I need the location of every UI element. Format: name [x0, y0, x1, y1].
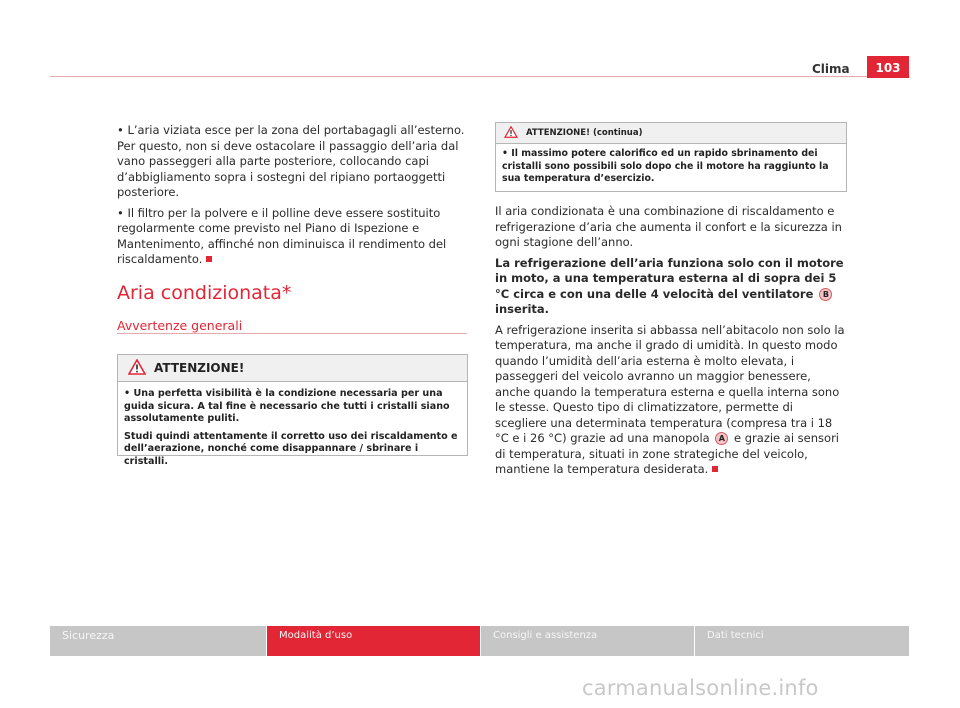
left-column [117, 123, 467, 273]
warning-paragraph: • Il massimo potere calorifico ed un rapido sbrinamento dei cristalli sono possibili solo dopo che il motore ha raggiunto la sua temperatura d’esercizio. [502, 148, 829, 184]
warning-box-continued [495, 122, 847, 192]
warning-box [117, 354, 468, 467]
section-title: Aria condizionata* [117, 282, 292, 304]
header-rule [50, 76, 910, 77]
page-title: Clima [812, 62, 850, 76]
watermark: carmanualsonline.info [582, 676, 819, 700]
paragraph-bold: La refrigerazione dell’aria funziona solo con il motore in moto, a una temperatura esterna al di sopra dei 5 °C circa e con una delle 4 velocità del ventilatore B inserita. [495, 255, 844, 316]
footer-tab-consigli[interactable]: Consigli e assistenza [481, 626, 694, 656]
paragraph: Il aria condizionata è una combinazione di riscaldamento e refrigerazione d’aria che aumenta il confort e la sicurezza in ogni stagione dell’anno. [495, 204, 842, 249]
end-marker-icon [712, 466, 718, 472]
section-subtitle: Avvertenze generali [117, 318, 243, 333]
warning-paragraph: Studi quindi attentamente il corretto uso dei riscaldamento e dell’aerazione, nonché come disappannare / sbrinare i cristalli. [124, 430, 458, 467]
right-column [495, 204, 845, 483]
warning-paragraph: • Una perfetta visibilità è la condizione necessaria per una guida sicura. A tal fine è necessario che tutti i cristalli siano assolutamente puliti. [124, 388, 450, 424]
warning-header [496, 123, 846, 144]
control-marker-b: B [819, 288, 832, 301]
footer-tab-sicurezza[interactable]: Sicurezza [50, 626, 266, 656]
footer-tab-dati-tecnici[interactable]: Dati tecnici [695, 626, 909, 656]
warning-triangle-icon [128, 359, 146, 378]
paragraph: • L’aria viziata esce per la zona del portabagagli all’esterno. Per questo, non si deve ostacolare il passaggio dell’aria dal vano passeggeri alla parte posteriore, collocando capi d’abbigliamento sopra i sostegni del ripiano portaoggetti posteriore. [117, 123, 465, 199]
warning-heading: ATTENZIONE! (continua) [526, 128, 643, 138]
paragraph: A refrigerazione inserita si abbassa nell’abitacolo non solo la temperatura, ma anche il grado di umidità. In questo modo quando l’umidità dell’aria esterna è molto elevata, i passeggeri del veicolo avranno un maggior benessere, anche quando la temperatura esterna e quella interna sono le stesse. Questo tipo di climatizzatore, permette di scegliere una determinata temperatura (compresa tra i 18 °C e i 26 °C) grazie ad una manopola A e grazie ai sensori di temperatura, situati in zone strategiche del veicolo, mantiene la temperatura desiderata. [495, 322, 845, 476]
footer-tab-modalita-uso[interactable]: Modalità d’uso [267, 626, 480, 656]
subtitle-rule [117, 333, 467, 334]
end-marker-icon [206, 256, 212, 262]
warning-heading: ATTENZIONE! [154, 361, 245, 375]
page-number: 103 [867, 56, 909, 78]
control-marker-a: A [715, 432, 728, 445]
warning-header [118, 355, 467, 382]
paragraph: • Il filtro per la polvere e il polline deve essere sostituito regolarmente come previsto nel Piano di Ispezione e Mantenimento, affinché non diminuisca il rendimento del riscaldamento. [117, 205, 447, 266]
warning-triangle-icon [504, 126, 518, 141]
